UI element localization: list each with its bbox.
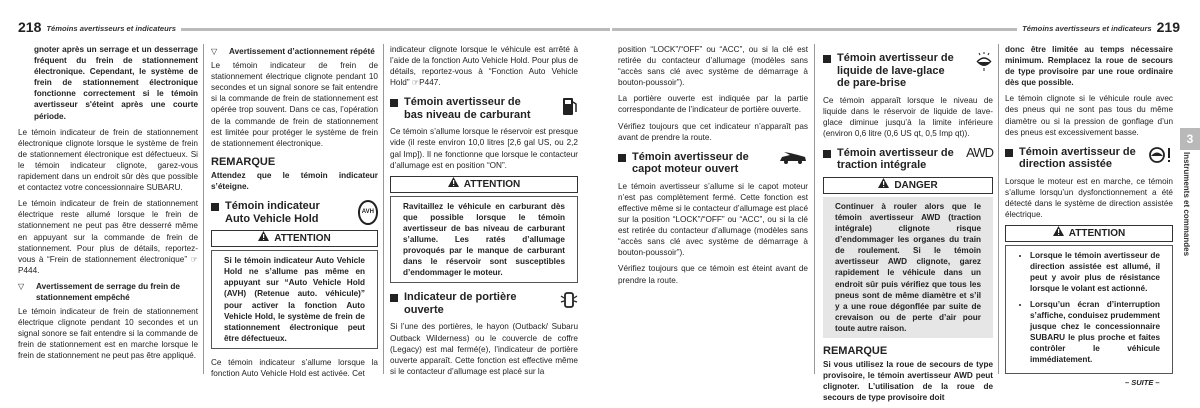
awd-icon: AWD (966, 144, 993, 160)
note-heading: REMARQUE (211, 155, 276, 168)
continued-footer: – SUITE – (1125, 378, 1160, 387)
square-bullet-icon (390, 294, 398, 302)
square-bullet-icon (618, 154, 626, 162)
attention-title (1005, 225, 1173, 242)
left-page-header (18, 18, 610, 34)
paragraph: Le témoin indicateur de frein de stationnement électronique clignote lorsque le système de frein de stationnement électronique est défectueux. Si le témoin indicateur clignote, garez-vous rapidement dans un endroit sûr dès que possible et contactez votre concessionnaire SUBARU. (18, 127, 198, 193)
header-rule (612, 28, 1017, 31)
page-number: 219 (1156, 19, 1180, 35)
section-heading-text: Indicateur de portière ouverte (404, 291, 517, 316)
attention-box (211, 230, 378, 349)
attention-title (390, 176, 578, 193)
avh-icon: AVH (358, 200, 378, 225)
section-heading (823, 52, 993, 90)
chapter-tab[interactable]: 3 (1180, 128, 1200, 150)
paragraph: Vérifiez toujours que cet indicateur n’apparaît pas avant de prendre la route. (618, 121, 808, 142)
header-rule (181, 28, 610, 31)
paragraph: La portière ouverte est indiquée par la partie correspondante de l’indicateur de portière ouverte. (618, 94, 808, 115)
header-title: Témoins avertisseurs et indicateurs (46, 24, 176, 33)
subheading (18, 281, 198, 303)
section-heading (1005, 146, 1173, 171)
danger-text: Continuer à rouler alors que le témoin avertisseur AWD (traction intégrale) clignote risque d’endommager les organes du train de roulement. Si le témoin avertisseur AWD clignote, garez rapidement le véhicule dans un endroit sûr puis vérifiez que tous les pneus sont de même diamètre et s’il y a une roue dégonflée par suite de crevaison ou de perte d’air pour toute autre raison. (823, 197, 993, 338)
right-page-header (612, 18, 1180, 34)
paragraph: Le témoin indicateur de frein de stationnement électrique reste allumé lorsque le frein de stationnement ne peut pas être desserré même en appuyant sur la commande de frein de stationnement. Pour plus de détails, reportez-vous à “Frein de stationnement électronique” ☞P444. (18, 199, 198, 275)
danger-label: DANGER (894, 179, 938, 191)
attention-label: ATTENTION (1068, 228, 1126, 240)
fuel-pump-icon (562, 96, 578, 120)
column-divider (998, 44, 999, 374)
paragraph: Lorsque le moteur est en marche, ce témoin s’allume lorsqu’un dysfonctionnement a été détecté dans le système de direction assistée électrique. (1005, 176, 1173, 220)
attention-text: Ravitaillez le véhicule en carburant dès que possible lorsque le témoin avertisseur de bas niveau de carburant s’allume. Les ratés d’allumage provoqués par le manque de carburant dans le réservoir sont susceptibles d’endommager le moteur. (390, 196, 578, 284)
section-heading-text: Témoin avertisseur de traction intégrale (837, 146, 954, 172)
section-heading-text: Témoin indicateur Auto Vehicle Hold (225, 200, 320, 225)
right-column-3 (1005, 44, 1173, 382)
bold-paragraph: donc être limitée au temps nécessaire minimum. Remplacez la roue de secours de type provisoire par une roue ordinaire dès que possible. (1005, 45, 1173, 88)
washer-fluid-icon (975, 52, 993, 76)
left-column-3 (390, 44, 578, 382)
paragraph: Ce témoin s’allume lorsque le réservoir est presque vide (il reste environ 10,0 litres [2,6 gal US, ou 2,2 gal Imp]). Il ne fonctionne que lorsque le contacteur d’allumage est en position “ON”. (390, 127, 578, 170)
bold-paragraph: Attendez que le témoin indicateur s’éteigne. (211, 170, 378, 192)
power-steering-icon (1149, 146, 1173, 168)
subheading (211, 46, 378, 57)
column-divider (203, 44, 204, 374)
subheading-text: Avertissement de serrage du frein de stationnement empêché (36, 281, 180, 302)
door-open-icon (560, 291, 578, 313)
paragraph: position “LOCK”/“OFF” ou “ACC”, ou si la clé est retirée du contacteur d’allumage (modèles sans “accès sans clé avec système de démarrage à bouton-poussoir”). (618, 45, 808, 88)
column-divider (383, 44, 384, 374)
warning-triangle-icon (448, 177, 459, 192)
section-heading (211, 200, 378, 225)
chapter-label: Instruments et commandes (1182, 152, 1191, 257)
section-heading (618, 151, 808, 176)
right-column-1 (618, 44, 808, 291)
section-heading-text: Témoin avertisseur de bas niveau de carburant (404, 96, 531, 121)
paragraph: Ce témoin apparaît lorsque le niveau de liquide dans le réservoir de liquide de lave-glace diminue jusqu’à la limite inférieure (environ 0,6 litre (0,6 US qt, 0,5 Imp qt)). (823, 95, 993, 138)
section-heading-text: Témoin avertisseur de liquide de lave-glace de pare-brise (837, 52, 954, 89)
square-bullet-icon (823, 55, 831, 63)
section-heading (390, 96, 578, 121)
right-column-2 (823, 44, 993, 408)
attention-title (211, 230, 378, 247)
paragraph: Si l’une des portières, le hayon (Outback/ Subaru Outback Wilderness) ou le couvercle de coffre (Legacy) est mal fermé(e), l’indicateur de portière ouverte apparaît. Cette fonction est effective même si le contacteur d’allumage est placé sur la (390, 322, 578, 376)
list-item: • Lorsque le témoin avertisseur de direction assistée est allumé, il peut y avoir plus de résistance lorsque le volant est actionné. (1030, 250, 1160, 294)
list-item: • Lorsqu’un écran d’interruption s’affiche, conduisez prudemment jusque chez le concessionnaire SUBARU le plus proche et faites contrôler le véhicule immédiatement. (1030, 299, 1160, 366)
note-heading: REMARQUE (823, 345, 888, 357)
warning-triangle-icon (258, 231, 269, 246)
paragraph: Ce témoin indicateur s’allume lorsque la fonction Auto Vehicle Hold est activée. Cet (211, 357, 378, 378)
section-heading-text: Témoin avertisseur de direction assistée (1019, 145, 1136, 171)
header-title: Témoins avertisseurs et indicateurs (1022, 24, 1152, 33)
left-column-1 (18, 44, 198, 367)
paragraph: Le témoin indicateur de frein de stationnement électrique clignote pendant 10 secondes et un signal sonore se fait entendre si la commande de frein de stationnement est en marche lorsque le frein de stationnement ne peut pas être appliqué. (18, 307, 198, 361)
danger-title (823, 177, 993, 194)
paragraph: Le témoin avertisseur s’allume si le capot moteur n’est pas complètement fermé. Cette fonction est effective même si le contacteur d’allumage est placé sur la position “LOCK”/“OFF” ou “ACC”, ou si la clé est retirée du contacteur d’allumage (modèles sans “accès sans clé avec système de démarrage à bouton-poussoir”). (618, 181, 808, 258)
bold-paragraph: Si vous utilisez la roue de secours de type provisoire, le témoin avertisseur AWD peut clignoter. L’utilisation de la roue de secours de type provisoire doit (823, 360, 993, 403)
subheading-text: Avertissement d’actionnement répété (229, 47, 375, 56)
column-divider (814, 44, 815, 374)
bullet-list (1018, 250, 1160, 365)
attention-label: ATTENTION (274, 233, 331, 245)
square-bullet-icon (823, 150, 831, 158)
section-heading-text: Témoin avertisseur de capot moteur ouvert (632, 150, 749, 176)
square-bullet-icon (390, 99, 398, 107)
hood-open-icon (778, 151, 808, 169)
square-bullet-icon (1005, 149, 1013, 157)
paragraph: indicateur clignote lorsque le véhicule est arrêté à l’aide de la fonction Auto Vehicle Hold. Pour plus de détails, reportez-vous à “Fonction Auto Vehicle Hold” ☞P447. (390, 45, 578, 88)
warning-triangle-icon (1053, 226, 1064, 241)
warning-triangle-icon (878, 178, 889, 193)
attention-box (390, 176, 578, 284)
attention-label: ATTENTION (463, 178, 521, 190)
triangle-bullet-icon: ▽ (211, 47, 218, 56)
paragraph: Vérifiez toujours que ce témoin est éteint avant de prendre la route. (618, 264, 808, 285)
attention-box (1005, 225, 1173, 374)
page-number: 218 (18, 19, 42, 35)
danger-box (823, 177, 993, 338)
square-bullet-icon (211, 203, 219, 211)
attention-text (1005, 245, 1173, 374)
attention-text: Si le témoin indicateur Auto Vehicle Hold ne s’allume pas même en appuyant sur “Auto Vehicle Hold (AVH) (Retenue auto. véhicule)” pour activer la fonction Auto Vehicle Hold, le système de frein de stationnement électronique peut être défectueux. (211, 250, 378, 349)
paragraph: Le témoin indicateur de frein de stationnement électrique clignote pendant 10 secondes et un signal sonore se fait entendre si la commande de frein de stationnement est opérée trop souvent. Dans ce cas, l’opération de la commande de frein de stationnement est limitée pour protéger le système de frein de stationnement électronique. (211, 61, 378, 148)
bold-paragraph: gnoter après un serrage et un desserrage fréquent du frein de stationnement électronique. Cependant, le système de frein de stationnement électronique fonctionne correctement si le témoin avertisseur s'éteint après une courte période. (34, 45, 198, 121)
section-heading (390, 291, 578, 316)
paragraph: Le témoin clignote si le véhicule roule avec des pneus qui ne sont pas tous du même diamètre ou si la pression de gonflage d’un des pneus est excessivement basse. (1005, 94, 1173, 137)
triangle-bullet-icon: ▽ (18, 281, 25, 291)
section-heading (823, 144, 993, 172)
left-column-2 (211, 44, 378, 384)
